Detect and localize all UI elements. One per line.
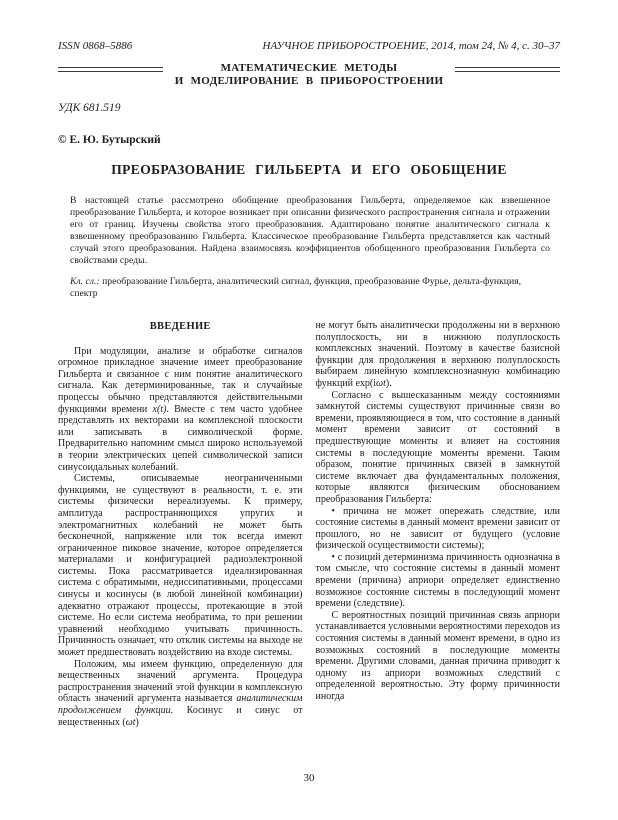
left-double-rule xyxy=(58,67,163,72)
journal-reference: НАУЧНОЕ ПРИБОРОСТРОЕНИЕ, 2014, том 24, № 4, с. 30–37 xyxy=(262,40,560,52)
issn-label: ISSN 0868–5886 xyxy=(58,40,133,52)
bullet-paragraph: • с позиций детерминизма причинность однозначна в том смысле, что состояние системы в данный момент времени (причина) априори определяет единственно возможное состояние системы в последующий момент времени (следствие). xyxy=(315,551,560,610)
bullet-paragraph: • причина не может опережать следствие, или состояние системы в данный момент времени зависит от прошлого, но не зависит от будущего (условие физической осуществимости системы); xyxy=(315,505,560,552)
keywords-list: преобразование Гильберта, аналитический сигнал, функция, преобразование Фурье, дельта-функция, спектр xyxy=(70,276,522,299)
abstract-text: В настоящей статье рассмотрено обобщение преобразования Гильберта, определяемое как взвешенное преобразование Гильберта, и которое возникает при описании физического распространения сигнала и отражении его от границ. Изучены свойства этого преобразования. Адаптировано понятие аналитического сигнала к взвешенному преобразованию Гильберта. Классическое преобразование Гильберта представляется как частный случай этого преобразования. Найдена взаимосвязь коэффициентов обобщенного преобразования Гильберта со свойствами среды. xyxy=(70,195,550,266)
section-title-line2: И МОДЕЛИРОВАНИЕ В ПРИБОРОСТРОЕНИИ xyxy=(174,75,444,87)
udk-code: УДК 681.519 xyxy=(58,102,121,114)
author-line: © Е. Ю. Бутырский xyxy=(58,134,161,146)
keywords-block xyxy=(70,276,550,300)
section-title xyxy=(163,62,456,88)
article-title: ПРЕОБРАЗОВАНИЕ ГИЛЬБЕРТА И ЕГО ОБОБЩЕНИЕ xyxy=(111,162,507,177)
paragraph: При модуляции, анализе и обработке сигналов огромное прикладное значение имеет преобразование Гильберта и связанное с ним понятие аналитического сигнала. Как детерминированные, так и случайные процессы обычно представляются действительными функциями времени x(t). Вместе с тем часто удобнее представлять их векторами на комплексной плоскости или записывать в символической форме. Предварительно напомним смысл широко используемой в теории электрических цепей символической записи синусоидальных колебаний. xyxy=(58,345,303,473)
paragraph: Системы, описываемые неограниченными функциями, не существуют в реальности, т. е. эти системы физически нереализуемы. К примеру, амплитуда распространяющихся упругих и электромагнитных колебаний не может быть бесконечной, напряжение или ток всегда имеют ограниченное пиковое значение, которое определяется материалами и конфигурацией радиоэлектронной системы. Пока рассматривается идеализированная система с обратимыми, недиссипативными, процессами синусы и косинусы (в любой линейной комбинации) адекватно отражают процессы, протекающие в этой системе. Но если система необратима, то при решении уравнений необходимо учитывать причинность. Причинность означает, что отклик системы на выходе не может предшествовать воздействию на входе системы. xyxy=(58,473,303,659)
paragraph: Положим, мы имеем функцию, определенную для вещественных значений аргумента. Процедура распространения значений этой функции в комплексную область значений аргумента называется аналитическим продолжением функции. Косинус и синус от вещественных (ωt) xyxy=(58,658,303,728)
running-head xyxy=(58,40,560,53)
right-column xyxy=(316,320,561,728)
paragraph: Согласно с вышесказанным между состояниями замкнутой системы существуют причинные связи во времени, проявляющиеся в том, что состояние в данный момент времени зависит от состояний в предшествующие моменты и влияет на состояния системы в последующие моменты времени. Таким образом, понятие причинных связей в замкнутой системе включает два фундаментальных положения, которые являются физическим обоснованием преобразования Гильберта: xyxy=(315,389,560,505)
left-column-text xyxy=(58,346,303,729)
section-banner xyxy=(58,62,560,88)
page-number: 30 xyxy=(303,772,315,784)
left-column xyxy=(58,320,303,728)
paragraph: не могут быть аналитически продолжены ни в верхнюю полуплоскость, ни в нижнюю полуплоскость комплексных значений. Поэтому в качестве базисной функции для продолжения в верхнюю полуплоскость выбираем линейную комплекснозначную комбинацию функций exp(iωt). xyxy=(315,320,560,389)
introduction-heading: ВВЕДЕНИЕ xyxy=(149,321,211,332)
right-double-rule xyxy=(455,67,560,72)
keywords-label: Кл. сл.: xyxy=(70,276,100,287)
two-column-body xyxy=(58,320,560,728)
section-title-line1: МАТЕМАТИЧЕСКИЕ МЕТОДЫ xyxy=(220,62,398,74)
right-column-text xyxy=(316,320,561,703)
paragraph: С вероятностных позиций причинная связь априори устанавливается условными вероятностями переходов из состояния системы в данный момент времени, в одно из возможных состояний в последующие моменты времени. Другими словами, данная причина приводит к одному из априори возможных следствий с определенной вероятностью. Эту форму причинности иногда xyxy=(315,609,560,702)
